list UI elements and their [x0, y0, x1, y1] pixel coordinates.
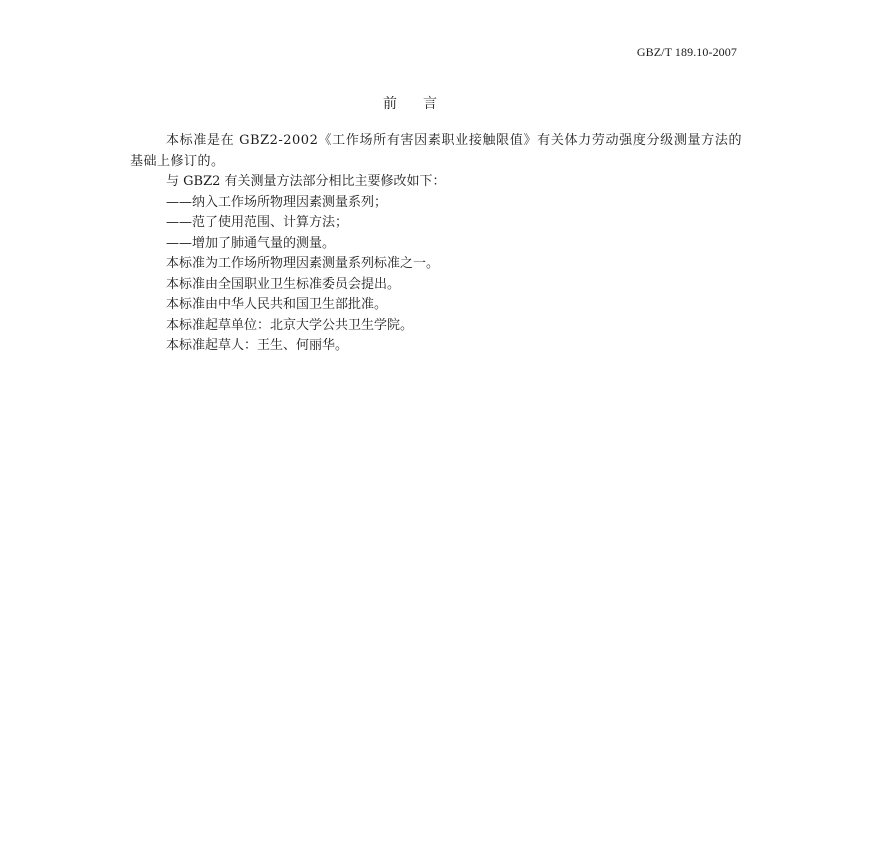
paragraph-drafters: 本标准起草人：王生、何丽华。 — [166, 338, 349, 353]
paragraph-drafting-unit: 本标准起草单位：北京大学公共卫生学院。 — [166, 317, 414, 333]
paragraph-series: 本标准为工作场所物理因素测量系列标准之一。 — [166, 256, 440, 271]
change-item: ——范了使用范围、计算方法； — [166, 215, 349, 230]
paragraph-approver: 本标准由中华人民共和国卫生部批准。 — [166, 297, 388, 312]
section-title: 前言 — [383, 96, 463, 112]
paragraph-changes-intro: 与 GBZ2 有关测量方法部分相比主要修改如下： — [166, 174, 446, 189]
paragraph-proposer: 本标准由全国职业卫生标准委员会提出。 — [166, 276, 401, 292]
preface-body — [130, 131, 742, 357]
paragraph-basis: 本标准是在 GBZ2-2002《工作场所有害因素职业接触限值》有关体力劳动强度分级测量方法的基础上修订的。 — [130, 133, 742, 169]
change-item: ——增加了肺通气量的测量。 — [166, 235, 336, 251]
standard-code: GBZ/T 189.10-2007 — [636, 45, 737, 59]
change-item: ——纳入工作场所物理因素测量系列； — [166, 194, 388, 210]
